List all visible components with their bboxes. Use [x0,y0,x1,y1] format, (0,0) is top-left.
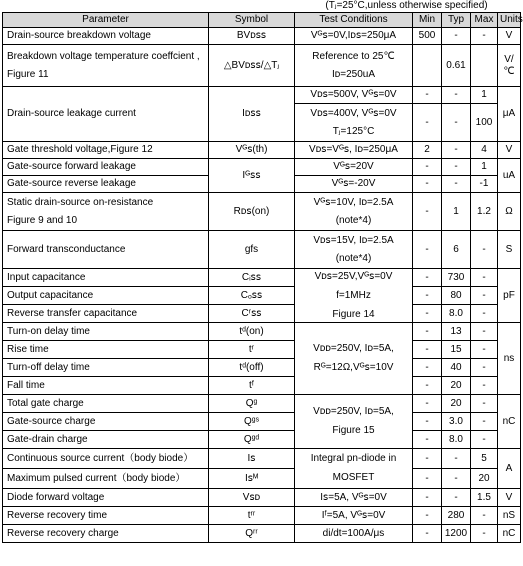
cell-max: 100 [471,104,498,142]
cell-typ: 13 [442,323,471,341]
conditions-note: (Tⱼ=25°C,unless otherwise specified) [325,0,488,11]
cell-param: Maximum pulsed current（body biode） [3,469,209,489]
cell-symbol: Vᴳꜱ(th) [209,142,295,159]
cell-min: 2 [413,142,442,159]
cell-condition [295,104,413,142]
cell-unit: pF [498,269,521,323]
cell-param: Gate-source charge [3,413,209,431]
table-row [3,377,521,395]
cell-min: - [413,469,442,489]
cond-line: Vᴅᴅ=250V, Iᴅ=5A, [313,406,394,417]
cell-min: - [413,395,442,413]
cell-typ: - [442,142,471,159]
cell-param: Drain-source breakdown voltage [3,28,209,45]
cell-condition [295,323,413,395]
cell-max: - [471,305,498,323]
cell-symbol: gfs [209,231,295,269]
cell-symbol: Qʳʳ [209,525,295,543]
cell-min: - [413,269,442,287]
cell-param: Gate-source forward leakage [3,159,209,176]
header-symbol: Symbol [209,13,295,28]
cell-min [413,45,442,87]
cell-condition [295,269,413,323]
cell-condition: Iᶠ=5A, Vᴳꜱ=0V [295,507,413,525]
cell-symbol: BVᴅꜱꜱ [209,28,295,45]
cell-max: - [471,269,498,287]
cell-condition [295,449,413,489]
cell-min: - [413,176,442,193]
cell-typ: - [442,87,471,104]
cell-typ: 1200 [442,525,471,543]
cell-unit: nC [498,395,521,449]
param-line: Static drain-source on-resistance [7,196,154,208]
cell-typ: - [442,28,471,45]
cell-min: - [413,231,442,269]
cell-typ: 6 [442,231,471,269]
cond-line: Vᴅᴅ=250V, Iᴅ=5A, [313,343,394,354]
cell-min: - [413,305,442,323]
cond-line: Rᴳ=12Ω,Vᴳꜱ=10V [313,362,394,373]
table-row [3,287,521,305]
cell-max: 1.5 [471,489,498,507]
cell-condition: Vᴳꜱ=0V,Iᴅꜱ=250μA [295,28,413,45]
cell-condition: Vᴳꜱ=-20V [295,176,413,193]
cell-typ: 80 [442,287,471,305]
table-row [3,87,521,104]
cell-min: - [413,489,442,507]
table-row [3,305,521,323]
param-line: Figure 11 [7,68,49,80]
cell-typ: 280 [442,507,471,525]
cell-param: Rise time [3,341,209,359]
cond-line: Iᴅ=250uA [331,68,376,80]
cell-max: - [471,395,498,413]
cell-unit: nC [498,525,521,543]
cell-condition [295,395,413,449]
cell-unit: S [498,231,521,269]
cell-min: - [413,104,442,142]
cell-max: -1 [471,176,498,193]
cell-min: - [413,525,442,543]
cond-line: Integral pn-diode in [310,453,397,464]
cell-symbol: Qᵍˢ [209,413,295,431]
table-row [3,525,521,543]
cell-max: 1 [471,159,498,176]
cell-typ: - [442,176,471,193]
table-row [3,469,521,489]
table-row [3,142,521,159]
cell-symbol: Iꜱᴹ [209,469,295,489]
table-row [3,323,521,341]
cell-typ: 1 [442,193,471,231]
table-row [3,341,521,359]
cond-line: Vᴳꜱ=10V, Iᴅ=2.5A [313,196,394,208]
cell-typ: 730 [442,269,471,287]
cell-min: 500 [413,28,442,45]
cell-max: 1.2 [471,193,498,231]
header-units: Units [498,13,521,28]
cell-condition: di/dt=100A/μs [295,525,413,543]
cell-typ: - [442,159,471,176]
table-row [3,231,521,269]
header-test-conditions: Test Conditions [295,13,413,28]
cell-min: - [413,193,442,231]
cell-param: Drain-source leakage current [3,87,209,142]
cond-line: MOSFET [332,472,375,483]
cell-symbol: Qᵍ [209,395,295,413]
cell-max: 20 [471,469,498,489]
cond-line: f=1MHz [336,289,371,301]
cell-param: Turn-on delay time [3,323,209,341]
cell-max: - [471,28,498,45]
cell-param: Reverse transfer capacitance [3,305,209,323]
table-row [3,28,521,45]
cell-unit: A [498,449,521,489]
cell-symbol: Iꜱ [209,449,295,469]
cell-typ: - [442,489,471,507]
cell-typ: 8.0 [442,305,471,323]
cell-condition [295,45,413,87]
table-row [3,193,521,231]
cell-max [471,45,498,87]
cell-unit: V/℃ [498,45,521,87]
cell-min: - [413,413,442,431]
cell-symbol: tʳ [209,341,295,359]
cell-max: - [471,525,498,543]
table-row [3,489,521,507]
cell-typ: - [442,469,471,489]
table-row [3,269,521,287]
cell-min: - [413,287,442,305]
header-row [3,13,521,28]
cell-max: 4 [471,142,498,159]
cell-min: - [413,341,442,359]
cell-typ: - [442,104,471,142]
cell-unit: V [498,489,521,507]
cell-unit: V [498,28,521,45]
cell-min: - [413,159,442,176]
cell-symbol: Vꜱᴅ [209,489,295,507]
cond-line: Tⱼ=125°C [332,125,375,137]
cell-min: - [413,359,442,377]
cell-min: - [413,507,442,525]
table-row [3,431,521,449]
cell-max: - [471,413,498,431]
cell-param: Diode forward voltage [3,489,209,507]
cell-max: - [471,377,498,395]
header-max: Max [471,13,498,28]
cell-min: - [413,323,442,341]
table-row [3,395,521,413]
cell-condition: Vᴅꜱ=500V, Vᴳꜱ=0V [295,87,413,104]
cond-line: Vᴅꜱ=25V,Vᴳꜱ=0V [314,270,393,282]
cell-min: - [413,377,442,395]
cell-param: Turn-off delay time [3,359,209,377]
electrical-characteristics-table [2,12,521,543]
cell-symbol: tᵈ(on) [209,323,295,341]
cell-param [3,45,209,87]
cell-max: 1 [471,87,498,104]
param-line: Breakdown voltage temperature coeffcient , [7,50,200,62]
cell-symbol: Cₒꜱꜱ [209,287,295,305]
cell-typ: 40 [442,359,471,377]
cell-symbol: tᶠ [209,377,295,395]
header-parameter: Parameter [3,13,209,28]
cell-param: Gate-drain charge [3,431,209,449]
cell-condition [295,231,413,269]
cell-condition: Iꜱ=5A, Vᴳꜱ=0V [295,489,413,507]
cell-param [3,193,209,231]
cell-unit: nS [498,507,521,525]
cell-typ: 0.61 [442,45,471,87]
cond-line: Figure 14 [332,308,375,320]
cell-condition: Vᴳꜱ=20V [295,159,413,176]
cell-max: 5 [471,449,498,469]
table-row [3,449,521,469]
cell-symbol: Cʳꜱꜱ [209,305,295,323]
cell-condition: Vᴅꜱ=Vᴳꜱ, Iᴅ=250μA [295,142,413,159]
cell-typ: - [442,449,471,469]
table-row [3,159,521,176]
cond-line: (note*4) [335,252,372,264]
header-typ: Typ [442,13,471,28]
cell-unit: uA [498,159,521,193]
cond-line: Figure 15 [332,425,375,436]
cell-symbol: Iᴅꜱꜱ [209,87,295,142]
cell-unit: μA [498,87,521,142]
cell-unit: ns [498,323,521,395]
cell-param: Total gate charge [3,395,209,413]
cell-typ: 20 [442,377,471,395]
table-row [3,359,521,377]
cell-typ: 15 [442,341,471,359]
cell-symbol: tᵈ(off) [209,359,295,377]
cell-typ: 20 [442,395,471,413]
table-row [3,413,521,431]
cell-param: Reverse recovery charge [3,525,209,543]
cell-symbol: tʳʳ [209,507,295,525]
cell-max: - [471,231,498,269]
cell-param: Gate threshold voltage,Figure 12 [3,142,209,159]
cell-symbol: Qᵍᵈ [209,431,295,449]
cell-typ: 3.0 [442,413,471,431]
cell-min: - [413,449,442,469]
cell-param: Forward transconductance [3,231,209,269]
cell-unit: Ω [498,193,521,231]
cell-max: - [471,431,498,449]
cell-symbol: Iᴳꜱꜱ [209,159,295,193]
cond-line: Vᴅꜱ=15V, Iᴅ=2.5A [313,234,394,246]
cell-param: Continuous source current（body biode） [3,449,209,469]
header-min: Min [413,13,442,28]
cell-unit: V [498,142,521,159]
cell-max: - [471,341,498,359]
cell-max: - [471,359,498,377]
cond-line: Reference to 25℃ [312,50,395,62]
cond-line: (note*4) [335,214,372,226]
cell-max: - [471,287,498,305]
cell-symbol: △BVᴅꜱꜱ/△Tⱼ [209,45,295,87]
param-line: Figure 9 and 10 [7,214,78,226]
cond-line: Vᴅꜱ=400V, Vᴳꜱ=0V [310,107,397,119]
cell-param: Gate-source reverse leakage [3,176,209,193]
cell-max: - [471,507,498,525]
cell-symbol: Rᴅꜱ(on) [209,193,295,231]
cell-condition [295,193,413,231]
cell-min: - [413,87,442,104]
table-row [3,45,521,87]
cell-symbol: Cᵢꜱꜱ [209,269,295,287]
cell-param: Reverse recovery time [3,507,209,525]
cell-typ: 8.0 [442,431,471,449]
cell-param: Output capacitance [3,287,209,305]
cell-min: - [413,431,442,449]
table-row [3,507,521,525]
cell-param: Input capacitance [3,269,209,287]
cell-param: Fall time [3,377,209,395]
cell-max: - [471,323,498,341]
